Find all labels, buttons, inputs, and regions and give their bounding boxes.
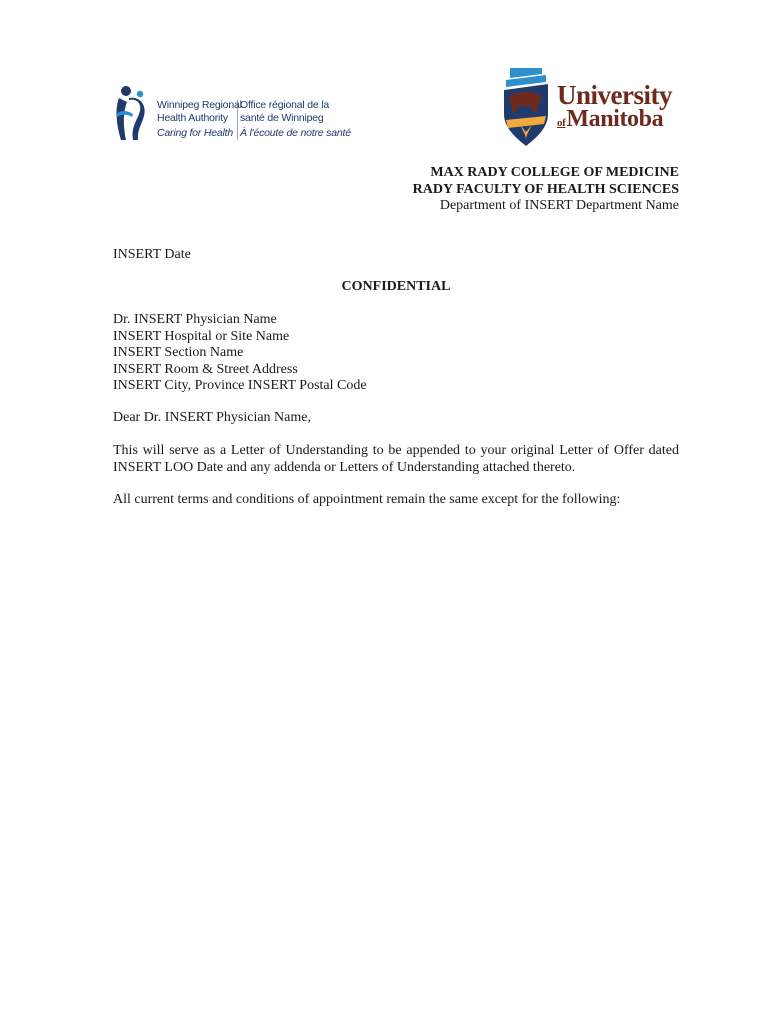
- letter-date: INSERT Date: [113, 247, 191, 262]
- address-line: INSERT Room & Street Address: [113, 361, 298, 377]
- address-line: INSERT Section Name: [113, 345, 244, 360]
- uofm-crest-icon: [502, 66, 550, 148]
- wrha-tagline-en: Caring for Health: [157, 127, 233, 139]
- wrha-name-fr: Office régional de la santé de Winnipeg: [240, 99, 329, 124]
- salutation: Dear Dr. INSERT Physician Name,: [113, 410, 311, 425]
- address-line: Dr. INSERT Physician Name: [113, 312, 277, 327]
- wrha-tagline-fr: À l'écoute de notre santé: [240, 127, 351, 139]
- body-paragraph-1: This will serve as a Letter of Understanding to be appended to your original Letter of Offer dated INSERT LOO Date and any addenda or Letters of Understanding attached thereto.: [113, 443, 679, 475]
- department-name: Department of INSERT Department Name: [439, 198, 679, 213]
- body-paragraph-2: All current terms and conditions of appointment remain the same except for the following:: [113, 492, 621, 507]
- confidential-heading: CONFIDENTIAL: [341, 279, 451, 294]
- uofm-wordmark-university: University: [557, 80, 672, 110]
- college-name: MAX RADY COLLEGE OF MEDICINE: [430, 165, 679, 180]
- letterhead-block: [413, 165, 679, 215]
- uofm-wordmark-of: of: [557, 117, 566, 129]
- wrha-name-en: Winnipeg Regional Health Authority: [157, 99, 242, 124]
- wrha-figure-icon: [113, 84, 153, 144]
- address-line: INSERT Hospital or Site Name: [113, 328, 290, 344]
- uofm-logo: [502, 66, 682, 148]
- uofm-wordmark-manitoba-text: Manitoba: [566, 106, 664, 132]
- recipient-address: [113, 312, 679, 395]
- wrha-logo: [113, 84, 353, 146]
- address-line: INSERT City, Province INSERT Postal Code: [113, 378, 367, 393]
- faculty-name: RADY FACULTY OF HEALTH SCIENCES: [412, 181, 679, 197]
- uofm-wordmark-manitoba: [557, 106, 663, 136]
